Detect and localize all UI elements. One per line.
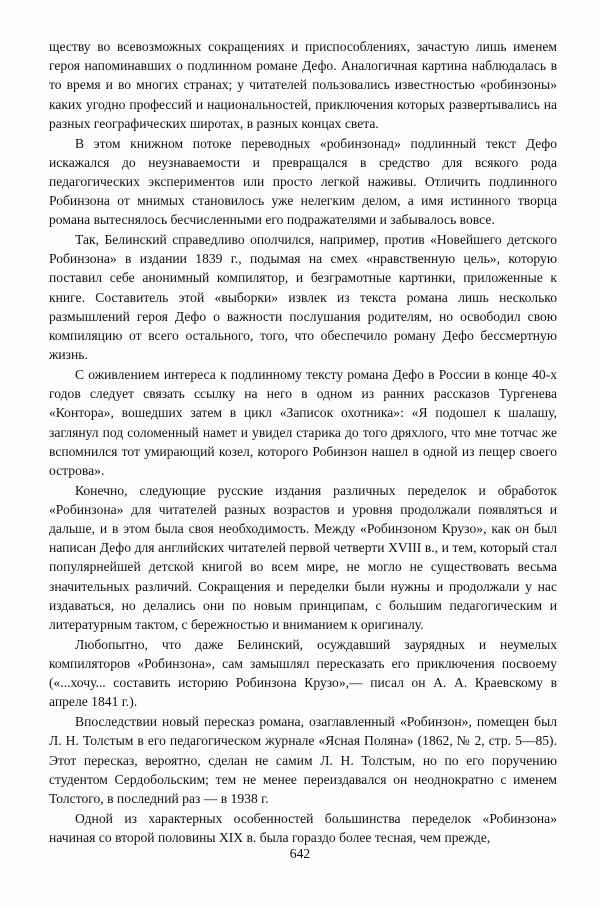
page-number: 642 bbox=[289, 846, 311, 861]
paragraph-5: Конечно, следующие русские издания различных переделок и обработок «Робинзона» для читателей разных возрастов и уровня продолжали появляться и дальше, и в этом была своя необходимость. Между «Робинзоном Крузо», как он был написан Дефо для английских читателей первой четверти XVIII в., и тем, который стал популярнейшей детской книгой во всем мире, не могло не существовать весьма значительных различий. Сокращения и переделки были нужны и продолжали у нас издаваться, но делались они по новым принципам, с большим педагогическим и литературным тактом, с бережностью и вниманием к оригиналу. bbox=[49, 482, 557, 633]
paragraph-1: ществу во всевозможных сокращениях и приспособлениях, зачастую лишь именем героя напоминавших о подлинном романе Дефо. Аналогичная картина наблюдалась в то время и во многих странах; у читателей пользовались известностью «робинзоны» каких угодно профессий и национальностей, приключения которых развертывались на разных географических широтах, в разных концах света. bbox=[49, 39, 557, 131]
paragraph-2: В этом книжном потоке переводных «робинзонад» подлинный текст Дефо искажался до неузнаваемости и превращался в средство для всякого рода педагогических экспериментов или просто легкой наживы. Отличить подлинного Робинзона от мнимых становилось уже нелегким делом, а имя истинного творца романа вытеснялось бесчисленными его подражателями и забывалось вовсе. bbox=[49, 135, 557, 228]
body-text bbox=[49, 37, 557, 848]
paragraph-3: Так, Белинский справедливо ополчился, например, против «Новейшего детского Робинзона» в издании 1839 г., подымая на смех «нравственную цель», которую поставил себе анонимный компилятор, и безграмотные картинки, приложенные к книге. Составитель этой «выборки» извлек из текста романа лишь несколько размышлений героя Дефо о важности послушания родителям, но освободил свою компиляцию от всего остального, того, что обеспечило роману Дефо бессмертную жизнь. bbox=[49, 232, 557, 363]
paragraph-8: Одной из характерных особенностей большинства переделок «Робинзона» начиная со второй половины XIX в. была гораздо более тесная, чем прежде, bbox=[49, 810, 557, 845]
paragraph-6: Любопытно, что даже Белинский, осуждавший заурядных и неумелых компиляторов «Робинзона», сам замышлял пересказать его приключения посвоему («...хочу... составить историю Робинзона Крузо»,— писал он А. А. Краевскому в апреле 1841 г.). bbox=[49, 636, 557, 710]
paragraph-4: С оживлением интереса к подлинному тексту романа Дефо в России в конце 40-х годов следует связать ссылку на него в одном из ранних рассказов Тургенева «Контора», вошедших затем в цикл «Записок охотника»: «Я подошел к шалашу, заглянул под соломенный намет и увидел старика до того дряхлого, что мне тотчас же вспомнился тот умирающий козел, которого Робинзон нашел в одной из пещер своего острова». bbox=[49, 366, 557, 478]
paragraph-7: Впоследствии новый пересказ романа, озаглавленный «Робинзон», помещен был Л. Н. Толстым в его педагогическом журнале «Ясная Поляна» (1862, № 2, стр. 5—85). Этот пересказ, вероятно, сделан не самим Л. Н. Толстым, но по его поручению студентом Сердобольским; тем не менее переиздавался он неоднократно с именем Толстого, в последний раз — в 1938 г. bbox=[49, 714, 557, 806]
